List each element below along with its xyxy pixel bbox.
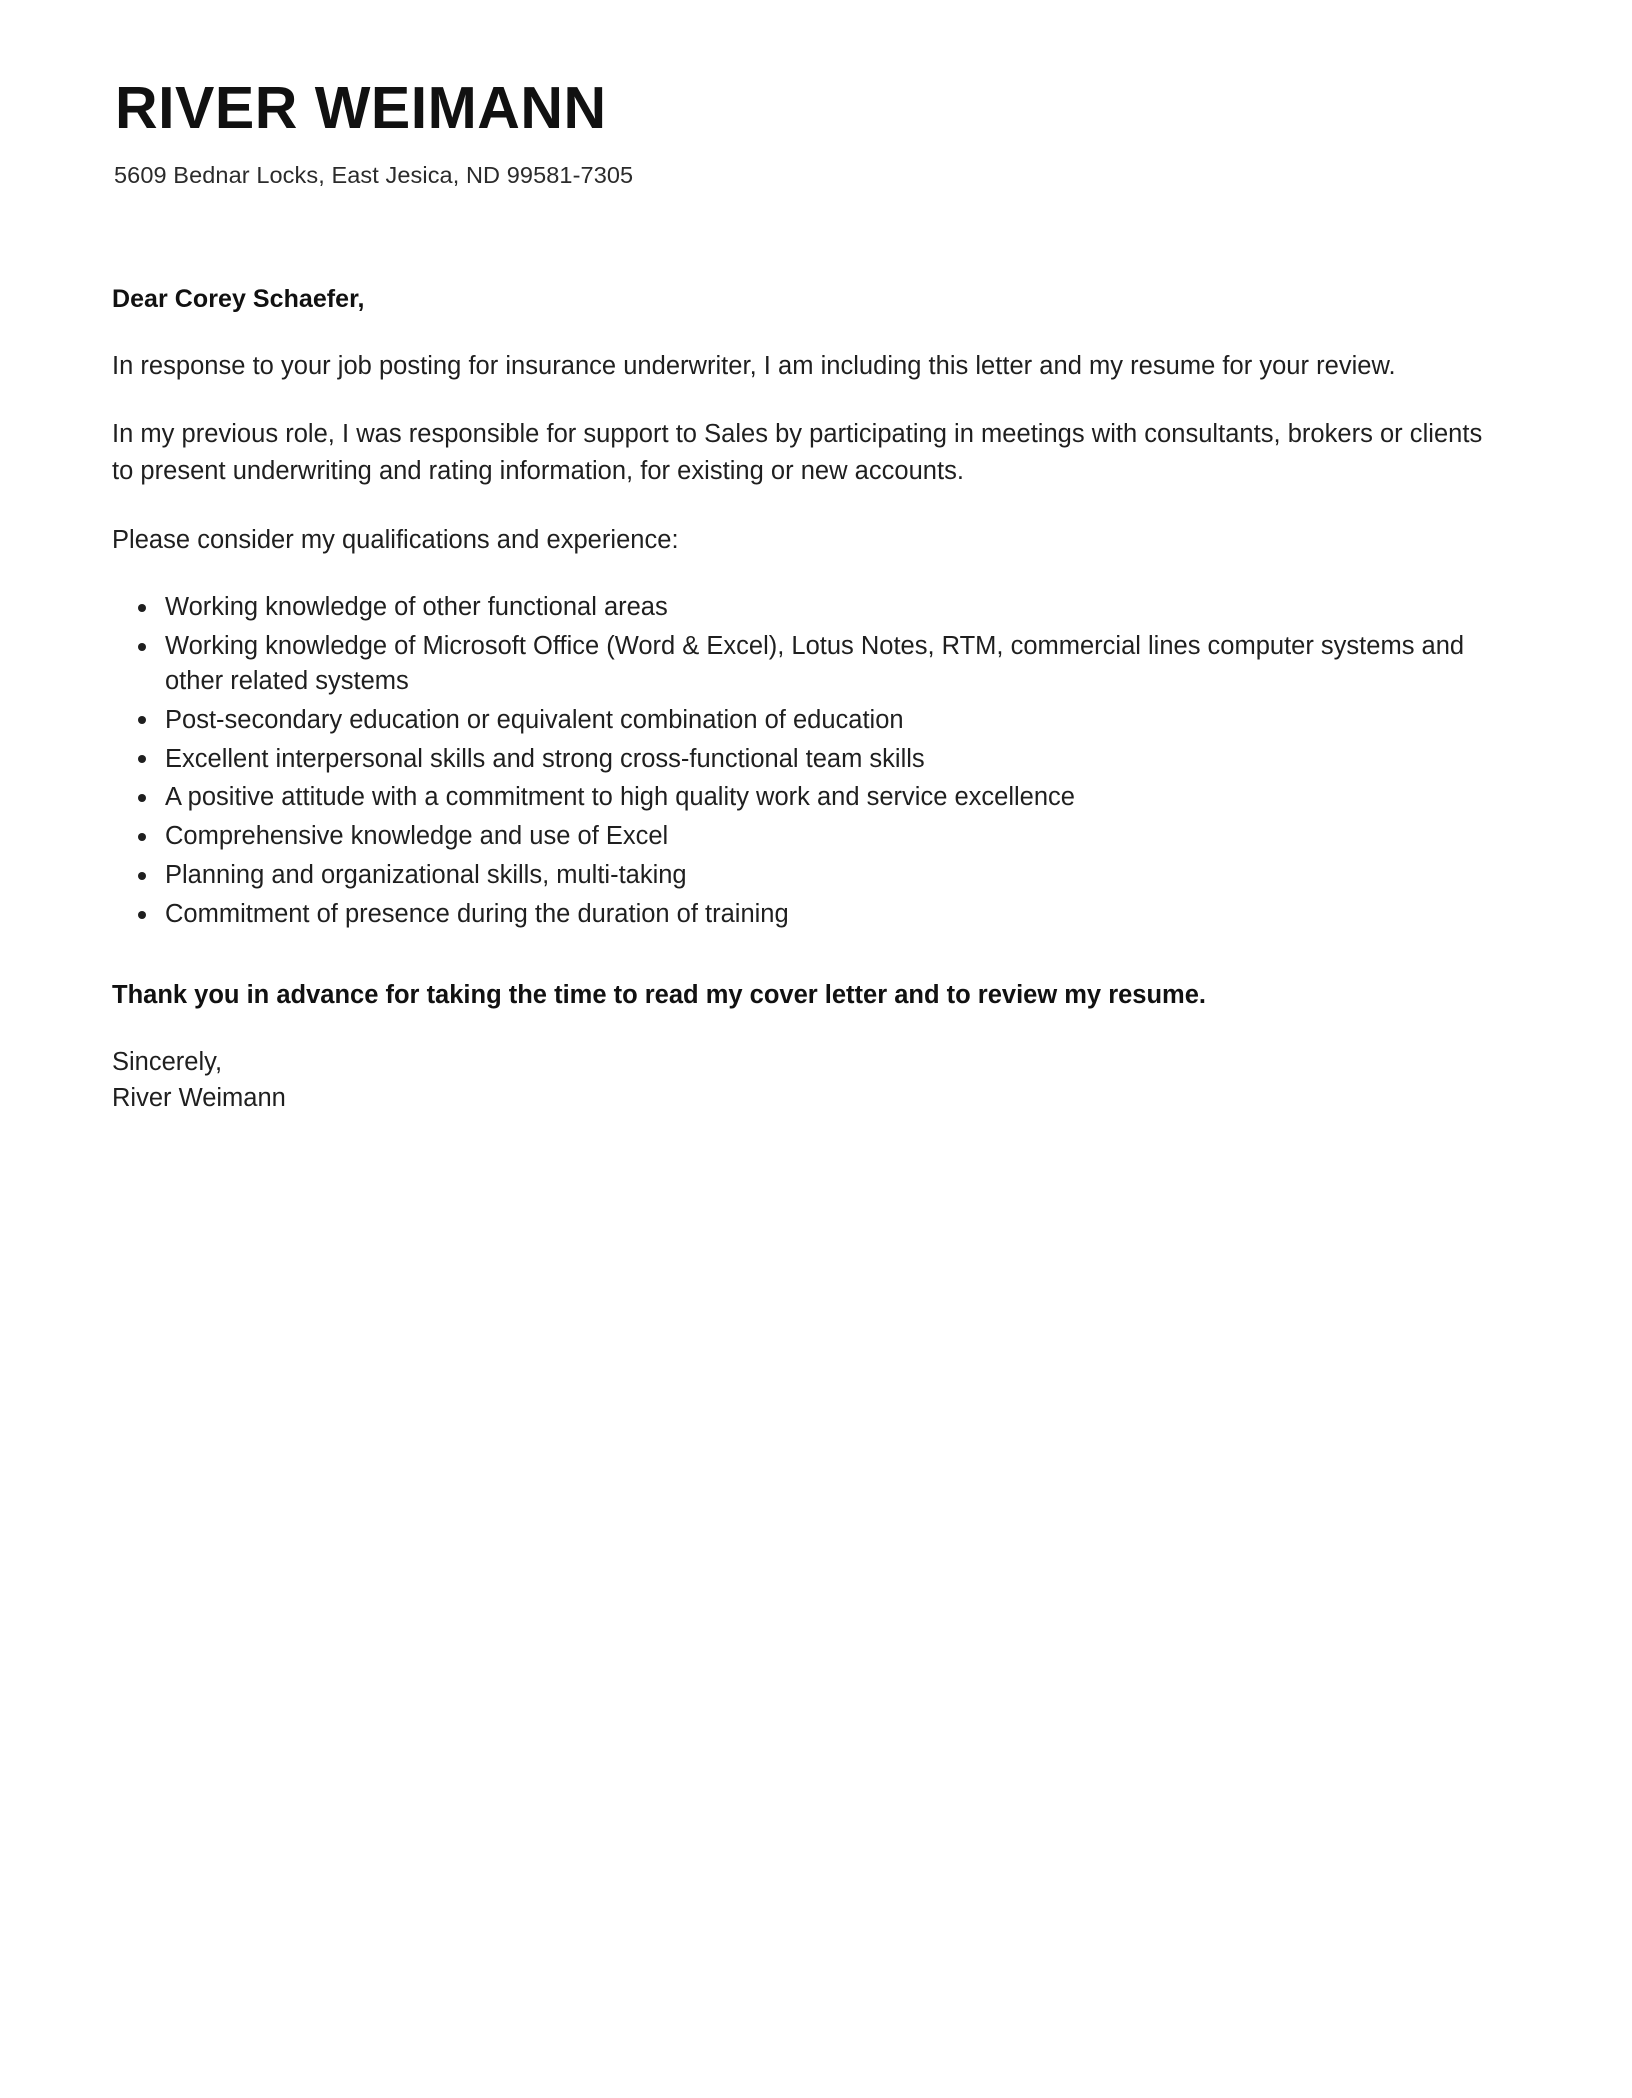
list-item-text: Planning and organizational skills, multi-taking [165,861,687,890]
bullet-icon [138,872,146,880]
bullet-icon [138,716,146,724]
bullet-icon [138,604,146,612]
signoff-block [112,1044,1487,1116]
salutation: Dear Corey Schaefer, [112,284,365,313]
applicant-name: RIVER WEIMANN [115,75,607,141]
applicant-address: 5609 Bednar Locks, East Jesica, ND 99581-7305 [114,161,634,188]
list-item [112,780,1487,815]
body-paragraph-2: In my previous role, I was responsible for support to Sales by participating in meetings with consultants, brokers or clients to present underwriting and rating information, for existing or new accounts. [112,420,1483,486]
bullet-icon [138,911,146,919]
list-item [112,629,1487,699]
list-item-text: Commitment of presence during the duration of training [165,900,789,929]
bullet-icon [138,794,146,802]
letter-header [112,75,1492,189]
list-item [112,819,1487,854]
qualifications-list [112,590,1487,932]
list-item [112,858,1487,893]
valediction: Sincerely, [112,1047,223,1076]
list-item-text: Post-secondary education or equivalent combination of education [165,705,904,734]
list-item-text: Excellent interpersonal skills and strong cross-functional team skills [165,744,925,773]
closing-statement: Thank you in advance for taking the time to read my cover letter and to review my resume. [112,981,1206,1010]
list-item [112,703,1487,738]
list-item-text: A positive attitude with a commitment to high quality work and service excellence [165,783,1075,812]
list-item-text: Working knowledge of other functional areas [165,592,668,621]
list-item [112,897,1487,932]
bullet-icon [138,755,146,763]
list-item-text: Comprehensive knowledge and use of Excel [165,822,669,851]
letter-body [112,285,1487,1116]
list-item [112,742,1487,777]
bullet-icon [138,643,146,651]
letter-content [112,75,1492,1116]
body-paragraph-1: In response to your job posting for insurance underwriter, I am including this letter and my resume for your review. [112,351,1396,380]
signature-name: River Weimann [112,1084,286,1112]
bullet-icon [138,833,146,841]
list-item [112,590,1487,625]
list-item-text: Working knowledge of Microsoft Office (Word & Excel), Lotus Notes, RTM, commercial lines computer systems and other related systems [165,631,1465,695]
qualifications-intro: Please consider my qualifications and experience: [112,525,679,554]
